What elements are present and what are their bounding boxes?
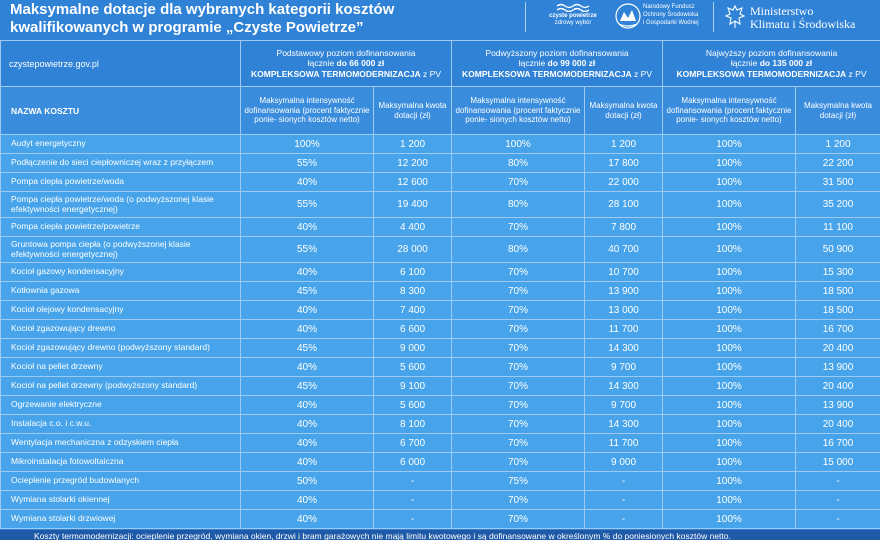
- intensity-cell: 70%: [452, 320, 585, 339]
- amount-cell: 11 700: [585, 434, 663, 453]
- level-basic-scope: KOMPLEKSOWA TERMOMODERNIZACJA z PV: [251, 68, 441, 79]
- table-row: [1, 263, 880, 282]
- intensity-cell: 100%: [663, 339, 796, 358]
- intensity-cell: 40%: [241, 434, 374, 453]
- cost-name: Kocioł zgazowujący drewno: [1, 320, 241, 339]
- intensity-cell: 70%: [452, 358, 585, 377]
- intensity-cell: 70%: [452, 415, 585, 434]
- amount-cell: 19 400: [374, 192, 452, 218]
- amount-cell: -: [374, 491, 452, 510]
- intensity-cell: 45%: [241, 377, 374, 396]
- amount-cell: 20 400: [796, 377, 880, 396]
- table-row: [1, 339, 880, 358]
- intensity-cell: 50%: [241, 472, 374, 491]
- cost-name: Pompa ciepła powietrze/powietrze: [1, 218, 241, 237]
- amount-cell: 8 100: [374, 415, 452, 434]
- logo-min-line1: Ministerstwo: [750, 4, 814, 18]
- logo-min-line2: Klimatu i Środowiska: [750, 17, 856, 31]
- cost-name: Wentylacja mechaniczna z odzyskiem ciepła: [1, 434, 241, 453]
- col-header-amount: Maksymalna kwota dotacji (zł): [374, 87, 452, 135]
- level-raised-scope: KOMPLEKSOWA TERMOMODERNIZACJA z PV: [462, 68, 652, 79]
- intensity-cell: 45%: [241, 282, 374, 301]
- amount-cell: 5 600: [374, 358, 452, 377]
- intensity-cell: 40%: [241, 358, 374, 377]
- intensity-cell: 55%: [241, 192, 374, 218]
- amount-cell: 6 000: [374, 453, 452, 472]
- intensity-cell: 100%: [241, 135, 374, 154]
- table-row: [1, 218, 880, 237]
- cost-name: Kocioł na pellet drzewny (podwyższony standard): [1, 377, 241, 396]
- cost-name: Wymiana stolarki okiennej: [1, 491, 241, 510]
- amount-cell: 1 200: [585, 135, 663, 154]
- amount-cell: 15 000: [796, 453, 880, 472]
- table-row: [1, 415, 880, 434]
- intensity-cell: 70%: [452, 510, 585, 529]
- table-row: [1, 453, 880, 472]
- intensity-cell: 70%: [452, 339, 585, 358]
- cost-name: Pompa ciepła powietrze/woda (o podwyższonej klasie efektywności energetycznej): [1, 192, 241, 218]
- amount-cell: 10 700: [585, 263, 663, 282]
- intensity-cell: 100%: [663, 472, 796, 491]
- table-row: [1, 320, 880, 339]
- intensity-cell: 70%: [452, 453, 585, 472]
- intensity-cell: 70%: [452, 396, 585, 415]
- intensity-cell: 75%: [452, 472, 585, 491]
- intensity-cell: 80%: [452, 237, 585, 263]
- cost-name: Ogrzewanie elektryczne: [1, 396, 241, 415]
- intensity-cell: 100%: [663, 415, 796, 434]
- intensity-cell: 40%: [241, 453, 374, 472]
- amount-cell: 16 700: [796, 434, 880, 453]
- amount-cell: 15 300: [796, 263, 880, 282]
- cost-name: Audyt energetyczny: [1, 135, 241, 154]
- amount-cell: 50 900: [796, 237, 880, 263]
- col-header-amount: Maksymalna kwota dotacji (zł): [585, 87, 663, 135]
- amount-cell: 16 700: [796, 320, 880, 339]
- amount-cell: 13 900: [585, 282, 663, 301]
- intensity-cell: 100%: [663, 396, 796, 415]
- logo-nf-line3: i Gospodarki Wodnej: [643, 20, 699, 26]
- intensity-cell: 40%: [241, 320, 374, 339]
- logo-nf-line2: Ochrony Środowiska: [643, 12, 699, 18]
- intensity-cell: 100%: [663, 218, 796, 237]
- level-basic-header: [241, 41, 452, 87]
- level-raised-amount: do 99 000 zł: [547, 58, 596, 69]
- intensity-cell: 40%: [241, 396, 374, 415]
- column-header-row: [1, 87, 880, 135]
- intensity-cell: 70%: [452, 377, 585, 396]
- cost-name: Mikroinstalacja fotowoltaiczna: [1, 453, 241, 472]
- page-title-line1: Maksymalne dotacje dla wybranych kategorii kosztów: [10, 1, 395, 18]
- table-row: [1, 301, 880, 320]
- amount-cell: -: [374, 472, 452, 491]
- table-row: [1, 192, 880, 218]
- cost-name: Instalacja c.o. i c.w.u.: [1, 415, 241, 434]
- amount-cell: 28 100: [585, 192, 663, 218]
- intensity-cell: 100%: [663, 320, 796, 339]
- level-basic-amount: do 66 000 zł: [336, 58, 385, 69]
- col-header-intensity: Maksymalna intensywność dofinansowania (procent faktycznie ponie- sionych kosztów netto): [663, 87, 796, 135]
- table-row: [1, 491, 880, 510]
- amount-cell: 8 300: [374, 282, 452, 301]
- intensity-cell: 80%: [452, 154, 585, 173]
- amount-cell: 11 700: [585, 320, 663, 339]
- intensity-cell: 40%: [241, 218, 374, 237]
- intensity-cell: 100%: [663, 358, 796, 377]
- logo-divider: [525, 2, 526, 32]
- footer-note: Koszty termomodernizacji: ocieplenie przegród, wymiana okien, drzwi i bram garażowych nie mają limitu kwotowego i są dofinansowane w określonym % do poniesionych kosztów netto.: [0, 530, 880, 540]
- intensity-cell: 100%: [663, 434, 796, 453]
- amount-cell: -: [585, 491, 663, 510]
- col-header-intensity: Maksymalna intensywność dofinansowania (procent faktycznie ponie- sionych kosztów netto): [452, 87, 585, 135]
- amount-cell: 7 800: [585, 218, 663, 237]
- intensity-cell: 100%: [663, 377, 796, 396]
- intensity-cell: 40%: [241, 415, 374, 434]
- intensity-cell: 100%: [663, 237, 796, 263]
- amount-cell: -: [796, 472, 880, 491]
- intensity-cell: 100%: [663, 510, 796, 529]
- table-row: [1, 135, 880, 154]
- amount-cell: 13 900: [796, 358, 880, 377]
- amount-cell: 7 400: [374, 301, 452, 320]
- level-highest-amount: do 135 000 zł: [759, 58, 813, 69]
- eagle-emblem-icon: [724, 4, 746, 30]
- logo-nf-line1: Narodowy Fundusz: [643, 4, 695, 10]
- table-row: [1, 396, 880, 415]
- cost-name: Pompa ciepła powietrze/woda: [1, 173, 241, 192]
- intensity-cell: 70%: [452, 282, 585, 301]
- amount-cell: 9 000: [374, 339, 452, 358]
- cost-name: Kocioł gazowy kondensacyjny: [1, 263, 241, 282]
- intensity-cell: 100%: [452, 135, 585, 154]
- logo-cp-line1: czyste powietrze: [549, 13, 597, 19]
- level-highest-header: [663, 41, 880, 87]
- table-row: [1, 173, 880, 192]
- cost-name: Kocioł zgazowujący drewno (podwyższony standard): [1, 339, 241, 358]
- intensity-cell: 100%: [663, 453, 796, 472]
- amount-cell: 6 700: [374, 434, 452, 453]
- logo-cp-line2: zdrowy wybór: [554, 20, 592, 26]
- ministry-logo: [720, 2, 880, 36]
- amount-cell: -: [796, 510, 880, 529]
- table-body: [1, 135, 880, 529]
- table-row: [1, 282, 880, 301]
- intensity-cell: 100%: [663, 301, 796, 320]
- amount-cell: 13 000: [585, 301, 663, 320]
- cost-name: Podłączenie do sieci ciepłowniczej wraz z przyłączem: [1, 154, 241, 173]
- table-row: [1, 434, 880, 453]
- nfosigw-emblem-icon: [615, 3, 641, 31]
- intensity-cell: 70%: [452, 218, 585, 237]
- logos-bar: [515, 0, 880, 40]
- cost-name: Kotłownia gazowa: [1, 282, 241, 301]
- intensity-cell: 70%: [452, 491, 585, 510]
- level-highest-scope: KOMPLEKSOWA TERMOMODERNIZACJA z PV: [676, 68, 867, 79]
- amount-cell: 6 100: [374, 263, 452, 282]
- waves-icon: [556, 2, 590, 12]
- amount-cell: 18 500: [796, 301, 880, 320]
- intensity-cell: 55%: [241, 154, 374, 173]
- intensity-cell: 70%: [452, 173, 585, 192]
- level-raised-amount-line: łącznie do 99 000 zł: [518, 58, 596, 69]
- amount-cell: 17 800: [585, 154, 663, 173]
- nfosigw-logo: [615, 1, 715, 35]
- amount-cell: 35 200: [796, 192, 880, 218]
- amount-cell: 13 900: [796, 396, 880, 415]
- czyste-powietrze-logo: [545, 2, 601, 34]
- intensity-cell: 55%: [241, 237, 374, 263]
- amount-cell: 4 400: [374, 218, 452, 237]
- intensity-cell: 70%: [452, 434, 585, 453]
- amount-cell: 6 600: [374, 320, 452, 339]
- amount-cell: 20 400: [796, 415, 880, 434]
- amount-cell: 9 000: [585, 453, 663, 472]
- col-header-amount: Maksymalna kwota dotacji (zł): [796, 87, 880, 135]
- level-raised-header: [452, 41, 663, 87]
- intensity-cell: 100%: [663, 135, 796, 154]
- table-row: [1, 237, 880, 263]
- amount-cell: 14 300: [585, 377, 663, 396]
- logo-divider: [713, 2, 714, 32]
- amount-cell: -: [374, 510, 452, 529]
- table-row: [1, 358, 880, 377]
- col-header-name: NAZWA KOSZTU: [1, 87, 241, 135]
- amount-cell: 31 500: [796, 173, 880, 192]
- intensity-cell: 70%: [452, 263, 585, 282]
- intensity-cell: 100%: [663, 154, 796, 173]
- page-header: [0, 0, 880, 40]
- amount-cell: 12 200: [374, 154, 452, 173]
- amount-cell: 9 100: [374, 377, 452, 396]
- page-title: [10, 1, 394, 37]
- intensity-cell: 100%: [663, 491, 796, 510]
- amount-cell: 22 200: [796, 154, 880, 173]
- amount-cell: 9 700: [585, 396, 663, 415]
- intensity-cell: 40%: [241, 173, 374, 192]
- col-header-intensity: Maksymalna intensywność dofinansowania (procent faktycznie ponie- sionych kosztów netto): [241, 87, 374, 135]
- table-row: [1, 377, 880, 396]
- amount-cell: 12 600: [374, 173, 452, 192]
- level-basic-amount-line: łącznie do 66 000 zł: [307, 58, 385, 69]
- amount-cell: 28 000: [374, 237, 452, 263]
- table-row: [1, 510, 880, 529]
- site-url-link[interactable]: czystepowietrze.gov.pl: [1, 41, 241, 87]
- level-header-row: [1, 41, 880, 87]
- amount-cell: -: [585, 472, 663, 491]
- subsidy-table: [0, 40, 880, 529]
- amount-cell: 14 300: [585, 339, 663, 358]
- table-row: [1, 154, 880, 173]
- cost-name: Kocioł na pellet drzewny: [1, 358, 241, 377]
- level-basic-name: Podstawowy poziom dofinansowania: [276, 47, 416, 58]
- intensity-cell: 100%: [663, 173, 796, 192]
- amount-cell: 5 600: [374, 396, 452, 415]
- intensity-cell: 40%: [241, 510, 374, 529]
- level-highest-name: Najwyższy poziom dofinansowania: [705, 47, 838, 58]
- cost-name: Gruntowa pompa ciepła (o podwyższonej klasie efektywności energetycznej): [1, 237, 241, 263]
- intensity-cell: 40%: [241, 491, 374, 510]
- amount-cell: 11 100: [796, 218, 880, 237]
- cost-name: Kocioł olejowy kondensacyjny: [1, 301, 241, 320]
- intensity-cell: 100%: [663, 263, 796, 282]
- table-row: [1, 472, 880, 491]
- cost-name: Ocieplenie przegród budowlanych: [1, 472, 241, 491]
- intensity-cell: 40%: [241, 301, 374, 320]
- amount-cell: -: [796, 491, 880, 510]
- amount-cell: 1 200: [796, 135, 880, 154]
- level-highest-amount-line: łącznie do 135 000 zł: [730, 58, 813, 69]
- intensity-cell: 100%: [663, 282, 796, 301]
- intensity-cell: 100%: [663, 192, 796, 218]
- level-raised-name: Podwyższony poziom dofinansowania: [485, 47, 629, 58]
- amount-cell: 40 700: [585, 237, 663, 263]
- amount-cell: 14 300: [585, 415, 663, 434]
- amount-cell: 18 500: [796, 282, 880, 301]
- intensity-cell: 45%: [241, 339, 374, 358]
- amount-cell: 1 200: [374, 135, 452, 154]
- amount-cell: 22 000: [585, 173, 663, 192]
- intensity-cell: 70%: [452, 301, 585, 320]
- intensity-cell: 80%: [452, 192, 585, 218]
- intensity-cell: 40%: [241, 263, 374, 282]
- amount-cell: 20 400: [796, 339, 880, 358]
- amount-cell: -: [585, 510, 663, 529]
- page-title-line2: kwalifikowanych w programie „Czyste Powietrze”: [10, 19, 364, 36]
- cost-name: Wymiana stolarki drzwiowej: [1, 510, 241, 529]
- amount-cell: 9 700: [585, 358, 663, 377]
